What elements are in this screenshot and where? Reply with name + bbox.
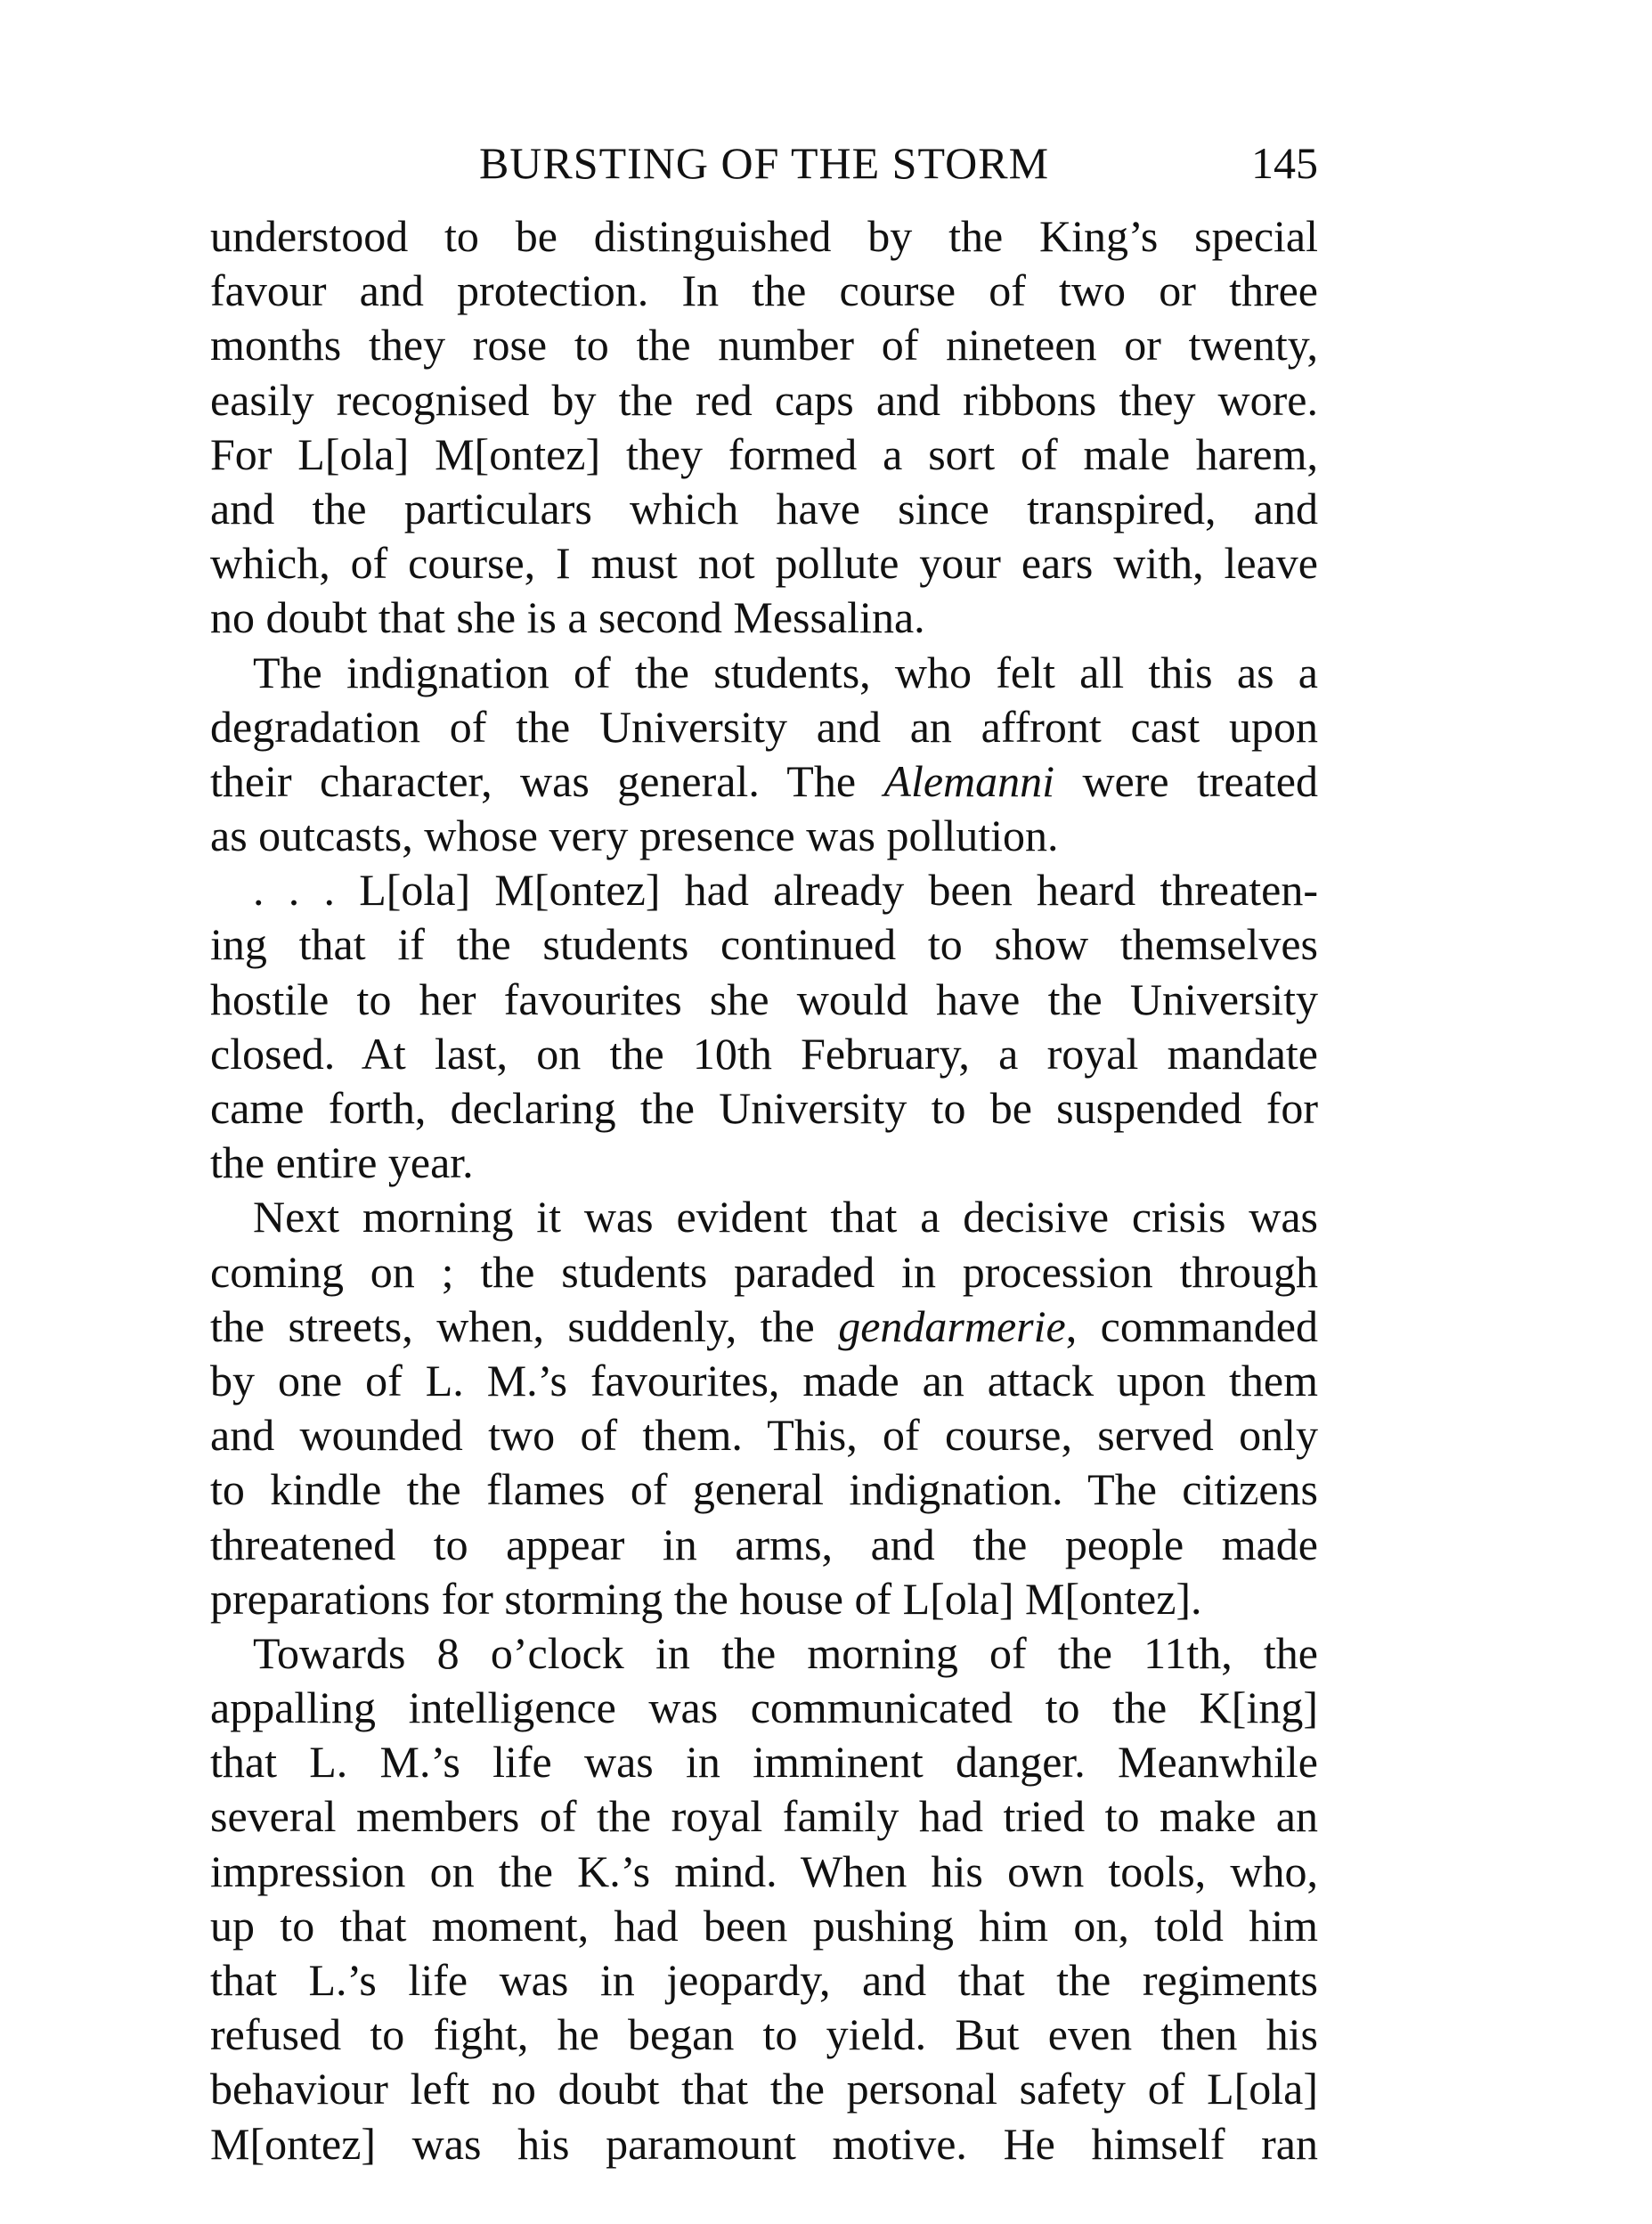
text-line: behaviour left no doubt that the personal safety of L[ola] xyxy=(210,2064,1318,2114)
text-line: preparations for storming the house of L[ola] M[ontez]. xyxy=(210,1573,1202,1624)
page-number: 145 xyxy=(1251,138,1318,188)
text-line: degradation of the University and an affront cast upon xyxy=(210,701,1318,752)
text-line: and wounded two of them. This, of course, served only xyxy=(210,1410,1318,1461)
text-line: ing that if the students continued to show themselves xyxy=(210,919,1318,970)
text-line: to kindle the flames of general indignation. The citizens xyxy=(210,1464,1318,1515)
text-line: the entire year. xyxy=(210,1137,474,1188)
text-line: that L. M.’s life was in imminent danger. Meanwhile xyxy=(210,1737,1318,1788)
text-line: their character, was general. The Alemanni were treated xyxy=(210,755,1318,806)
text-line: coming on ; the students paraded in procession through xyxy=(210,1246,1318,1297)
text-line: favour and protection. In the course of two or three xyxy=(210,265,1318,316)
text-line: that L.’s life was in jeopardy, and that the regiments xyxy=(210,1955,1318,2005)
italic-term: gendarmerie xyxy=(838,1300,1066,1351)
text-line: Next morning it was evident that a decisive crisis was xyxy=(253,1192,1318,1242)
text-line: and the particulars which have since transpired, and xyxy=(210,483,1318,534)
text-line: no doubt that she is a second Messalina. xyxy=(210,592,925,643)
text-line: . . . L[ola] M[ontez] had already been heard threaten- xyxy=(253,865,1318,916)
text-line: The indignation of the students, who felt all this as a xyxy=(253,647,1318,697)
text-line: the streets, when, suddenly, the gendarmerie, commanded xyxy=(210,1300,1318,1351)
italic-term: Alemanni xyxy=(883,755,1055,806)
text-line: understood to be distinguished by the King’s special xyxy=(210,211,1318,261)
text-line: appalling intelligence was communicated to the K[ing] xyxy=(210,1682,1318,1733)
text-line: several members of the royal family had tried to make an xyxy=(210,1791,1318,1842)
text-line: Towards 8 o’clock in the morning of the 11th, the xyxy=(253,1627,1318,1678)
text-line: hostile to her favourites she would have the University xyxy=(210,974,1318,1024)
text-line: impression on the K.’s mind. When his own tools, who, xyxy=(210,1845,1318,1896)
text-line: which, of course, I must not pollute your ears with, leave xyxy=(210,538,1318,589)
text-line: easily recognised by the red caps and ribbons they wore. xyxy=(210,374,1318,425)
text-line: refused to fight, he began to yield. But even then his xyxy=(210,2009,1318,2060)
text-line: threatened to appear in arms, and the people made xyxy=(210,1519,1318,1569)
text-line: M[ontez] was his paramount motive. He himself ran xyxy=(210,2118,1318,2169)
text-line: For L[ola] M[ontez] they formed a sort of male harem, xyxy=(210,428,1318,479)
text-line: months they rose to the number of nineteen or twenty, xyxy=(210,320,1318,371)
text-line: up to that moment, had been pushing him on, told him xyxy=(210,1900,1318,1951)
text-line: closed. At last, on the 10th February, a royal mandate xyxy=(210,1028,1318,1079)
running-head xyxy=(210,132,1318,194)
body-text xyxy=(210,209,1318,2171)
text-line: by one of L. M.’s favourites, made an attack upon them xyxy=(210,1355,1318,1405)
text-line: came forth, declaring the University to be suspended for xyxy=(210,1083,1318,1133)
running-title: BURSTING OF THE STORM xyxy=(478,138,1050,188)
text-line: as outcasts, whose very presence was pollution. xyxy=(210,811,1059,861)
